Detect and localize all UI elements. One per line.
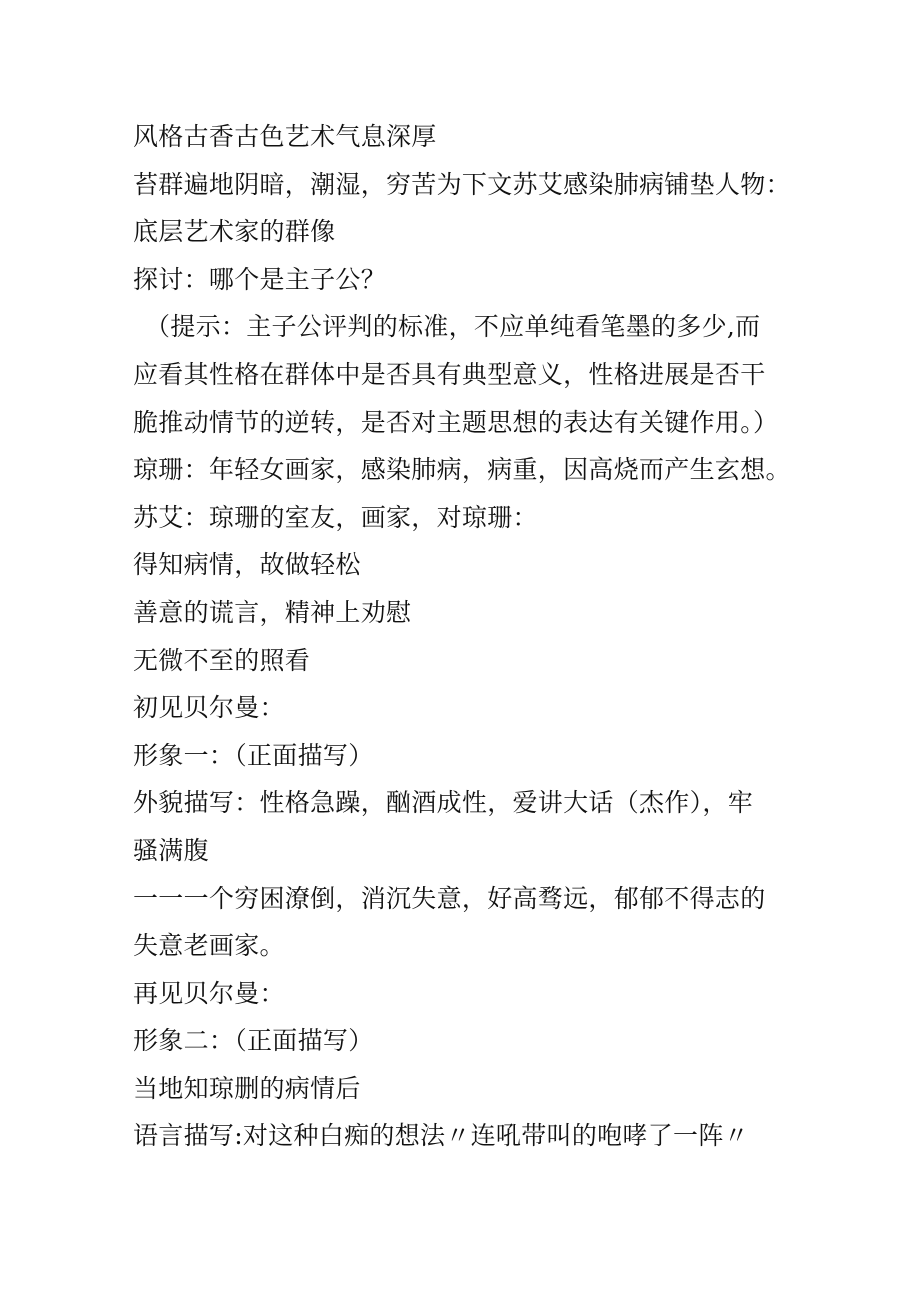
text-line: 善意的谎言，精神上劝慰	[133, 597, 412, 627]
text-line: 失意老画家。	[133, 931, 285, 961]
text-line: 一一一个穷困潦倒，消沉失意，好高骛远，郁郁不得志的	[133, 883, 766, 913]
text-line: 苔群遍地阴暗，潮湿，穷苦为下文苏艾感染肺病铺垫人物：	[133, 169, 791, 199]
text-line: 探讨：哪个是主子公？	[133, 264, 387, 294]
text-line: 当地知琼删的病情后	[133, 1073, 361, 1103]
text-line: 脆推动情节的逆转，是否对主题思想的表达有关键作用。）	[133, 407, 779, 437]
text-line: 无微不至的照看	[133, 645, 311, 675]
text-line: 形象二：（正面描写）	[133, 1026, 374, 1056]
text-line: 风格古香古色艺术气息深厚	[133, 122, 437, 151]
text-line: 初见贝尔曼：	[133, 693, 285, 723]
text-line: 再见贝尔曼：	[133, 978, 285, 1008]
text-line: （提示：主子公评判的标准，不应单纯看笔墨的多少,而	[145, 312, 761, 342]
text-line: 得知病情，故做轻松	[133, 550, 361, 580]
text-line: 苏艾：琼珊的室友，画家，对琼珊：	[133, 502, 538, 532]
text-line: 骚满腹	[133, 835, 209, 865]
text-line: 形象一：（正面描写）	[133, 740, 374, 770]
document-body	[133, 113, 813, 1160]
text-line: 应看其性格在群体中是否具有典型意义，性格进展是否干	[133, 359, 766, 389]
text-line: 外貌描写：性格急躁，酗酒成性，爱讲大话（杰作），牢	[133, 788, 754, 818]
text-line: 底层艺术家的群像	[133, 217, 336, 247]
text-line: 语言描写:对这种白痴的想法〃连吼带叫的咆哮了一阵〃	[133, 1121, 749, 1151]
text-line: 琼珊：年轻女画家，感染肺病，病重，因高烧而产生玄想。	[133, 455, 791, 485]
